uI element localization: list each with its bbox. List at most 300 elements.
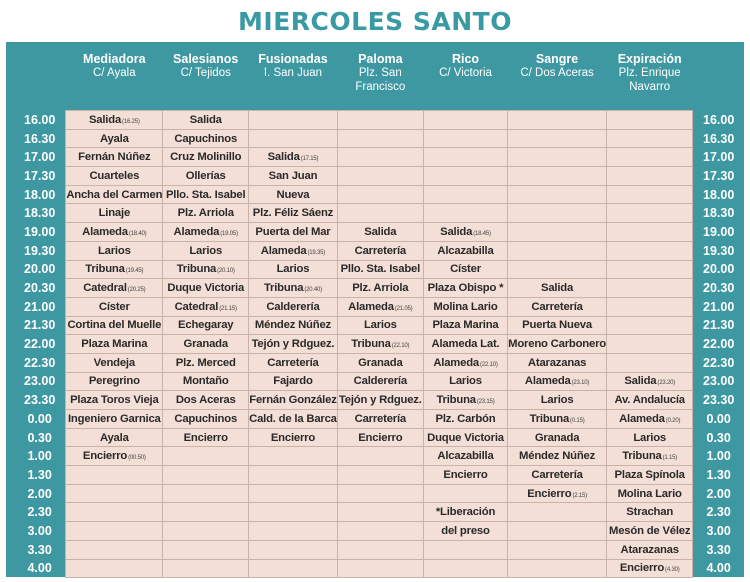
route-stop-cell xyxy=(249,167,338,186)
route-stop: Tribuna xyxy=(263,282,304,295)
route-stop-cell xyxy=(423,316,507,335)
route-stop: Molina Lario xyxy=(617,487,682,500)
route-stop-cell xyxy=(337,353,423,372)
time-label-left: 22.30 xyxy=(24,355,56,370)
time-label-left: 23.00 xyxy=(24,374,56,389)
passing-time: (18.45) xyxy=(473,230,491,237)
route-stop-cell xyxy=(163,167,249,186)
table-row xyxy=(14,279,744,298)
route-stop: Fernán Núñez xyxy=(78,151,151,164)
column-header-place: Plz. San Francisco xyxy=(355,67,406,93)
column-header-place: C/ Victoria xyxy=(439,67,492,79)
route-stop-cell xyxy=(337,260,423,279)
column-header xyxy=(508,48,607,111)
route-stop: Fajardo xyxy=(273,375,313,388)
route-stop-cell xyxy=(249,241,338,260)
passing-time: (19.45) xyxy=(125,268,144,275)
table-row xyxy=(14,260,744,279)
route-stop: Plz. Merced xyxy=(175,356,236,369)
route-stop-cell xyxy=(249,260,338,279)
column-header-place: C/ Dos Aceras xyxy=(520,67,594,79)
time-header-right xyxy=(693,48,744,111)
empty-cell xyxy=(337,484,423,503)
route-stop: Encierro xyxy=(443,468,488,481)
passing-time: (2.15) xyxy=(572,492,587,499)
route-stop-cell xyxy=(508,391,607,410)
route-stop-cell xyxy=(337,297,423,316)
route-stop: Císter xyxy=(98,300,130,313)
route-stop-cell xyxy=(508,428,607,447)
passing-time: (20.25) xyxy=(127,287,146,294)
time-label-right: 18.30 xyxy=(703,206,735,221)
time-label-right: 19.00 xyxy=(703,224,735,239)
route-stop-cell xyxy=(607,372,693,391)
route-stop: Nueva xyxy=(276,188,310,201)
route-stop: Carretería xyxy=(531,468,583,481)
empty-cell xyxy=(607,148,693,167)
route-stop: Dos Aceras xyxy=(175,394,236,407)
time-label-right: 4.00 xyxy=(706,561,731,576)
route-stop: Encierro xyxy=(358,431,403,444)
time-label-right: 23.30 xyxy=(703,393,735,408)
table-row xyxy=(14,223,744,242)
empty-cell xyxy=(607,204,693,223)
route-stop-cell xyxy=(163,279,249,298)
time-label-right: 1.30 xyxy=(706,467,731,482)
route-stop-cell xyxy=(249,297,338,316)
route-stop-cell xyxy=(423,260,507,279)
route-stop-cell xyxy=(508,353,607,372)
route-stop: Molina Lario xyxy=(433,300,498,313)
route-stop-cell xyxy=(66,279,163,298)
empty-cell xyxy=(337,559,423,578)
empty-cell xyxy=(508,559,607,578)
route-stop: Tribuna xyxy=(85,263,125,276)
route-stop: Larios xyxy=(363,319,397,332)
route-stop-cell xyxy=(607,466,693,485)
route-stop: Tribuna xyxy=(351,338,391,351)
route-stop: Larios xyxy=(633,431,667,444)
route-stop: Duque Victoria xyxy=(167,282,245,295)
empty-cell xyxy=(508,129,607,148)
schedule-body xyxy=(14,111,744,578)
route-stop: Ingeniero Garnica xyxy=(67,412,161,425)
passing-time: (0.15) xyxy=(570,417,585,424)
time-label-right: 2.00 xyxy=(706,486,731,501)
passing-time: (16.25) xyxy=(122,118,140,125)
route-stop-cell xyxy=(249,279,338,298)
route-stop: Mesón de Vélez xyxy=(609,524,691,537)
table-row xyxy=(14,522,744,541)
route-stop-cell xyxy=(163,185,249,204)
route-stop: Granada xyxy=(358,356,403,369)
table-row xyxy=(14,335,744,354)
route-stop-cell xyxy=(163,148,249,167)
route-stop-cell xyxy=(423,223,507,242)
route-stop-cell xyxy=(423,372,507,391)
passing-time: (20.40) xyxy=(304,287,322,294)
route-stop: Ollerías xyxy=(185,169,226,182)
empty-cell xyxy=(508,522,607,541)
empty-cell xyxy=(337,447,423,466)
table-row xyxy=(14,559,744,578)
time-label-left: 2.00 xyxy=(27,486,52,501)
time-label-left: 17.00 xyxy=(24,150,56,165)
route-stop: Tejón y Rdguez. xyxy=(338,394,422,407)
column-header-place: C/ Tejidos xyxy=(180,67,231,79)
route-stop-cell xyxy=(66,335,163,354)
route-stop-cell xyxy=(423,335,507,354)
time-label-right: 21.30 xyxy=(703,318,735,333)
empty-cell xyxy=(66,466,163,485)
time-label-left: 1.30 xyxy=(27,467,52,482)
time-label-right: 22.30 xyxy=(703,355,735,370)
route-stop-cell xyxy=(249,316,338,335)
time-label-left: 19.30 xyxy=(24,243,56,258)
time-header-left xyxy=(14,48,66,111)
route-stop-cell xyxy=(423,522,507,541)
empty-cell xyxy=(163,466,249,485)
route-stop: Larios xyxy=(97,244,131,257)
route-stop-cell xyxy=(607,503,693,522)
route-stop-cell xyxy=(66,353,163,372)
route-stop-cell xyxy=(163,241,249,260)
route-stop: Alameda xyxy=(173,225,220,238)
route-stop: Salida xyxy=(624,375,657,388)
route-stop: Ancha del Carmen xyxy=(66,188,163,201)
time-label-right: 3.00 xyxy=(706,523,731,538)
route-stop: Puerta del Mar xyxy=(255,225,331,238)
route-stop-cell xyxy=(607,447,693,466)
column-header xyxy=(607,48,693,111)
empty-cell xyxy=(423,129,507,148)
route-stop-cell xyxy=(607,428,693,447)
time-label-left: 23.30 xyxy=(24,393,56,408)
route-stop: Moreno Carbonero xyxy=(508,338,606,351)
route-stop-cell xyxy=(249,391,338,410)
time-label-right: 21.00 xyxy=(703,299,735,314)
route-stop: Tribuna xyxy=(176,263,217,276)
time-label-right: 22.00 xyxy=(703,337,735,352)
route-stop: Carretería xyxy=(531,300,583,313)
table-row xyxy=(14,447,744,466)
empty-cell xyxy=(337,185,423,204)
route-stop: Encierro xyxy=(183,431,228,444)
table-row xyxy=(14,204,744,223)
route-stop: Plaza Marina xyxy=(432,319,499,332)
route-stop-cell xyxy=(607,391,693,410)
time-label-right: 2.30 xyxy=(706,505,731,520)
route-stop: Capuchinos xyxy=(174,412,238,425)
route-stop: Vendeja xyxy=(93,356,135,369)
empty-cell xyxy=(607,185,693,204)
passing-time: (19.05) xyxy=(220,230,238,237)
empty-cell xyxy=(337,148,423,167)
route-stop-cell xyxy=(508,484,607,503)
route-stop: Alameda xyxy=(82,225,128,238)
empty-cell xyxy=(607,167,693,186)
empty-cell xyxy=(337,129,423,148)
route-stop-cell xyxy=(66,204,163,223)
empty-cell xyxy=(423,484,507,503)
route-stop-cell xyxy=(66,111,163,130)
time-label-left: 4.00 xyxy=(27,561,52,576)
empty-cell xyxy=(607,223,693,242)
route-stop-cell xyxy=(607,540,693,559)
empty-cell xyxy=(337,466,423,485)
table-row xyxy=(14,484,744,503)
time-label-right: 0.30 xyxy=(706,430,731,445)
route-stop-cell xyxy=(508,466,607,485)
empty-cell xyxy=(607,297,693,316)
route-stop: Plz. Arriola xyxy=(352,282,409,295)
route-stop: Cuarteles xyxy=(89,169,140,182)
route-stop: Alameda Lat. xyxy=(431,338,500,351)
route-stop: Salida xyxy=(440,225,473,238)
empty-cell xyxy=(607,316,693,335)
route-stop-cell xyxy=(423,353,507,372)
route-stop-cell xyxy=(508,335,607,354)
table-row xyxy=(14,241,744,260)
empty-cell xyxy=(66,559,163,578)
passing-time: (23.15) xyxy=(476,399,495,406)
route-stop: Alameda xyxy=(619,412,665,425)
table-row xyxy=(14,540,744,559)
route-stop: Montaño xyxy=(182,375,229,388)
table-row xyxy=(14,353,744,372)
route-stop: Echegaray xyxy=(178,319,234,332)
passing-time: (0.20) xyxy=(665,417,681,424)
time-label-right: 18.00 xyxy=(703,187,735,202)
empty-cell xyxy=(508,503,607,522)
route-stop: Salida xyxy=(364,225,397,238)
route-stop: Plaza Toros Vieja xyxy=(70,394,159,407)
route-stop: Carretería xyxy=(267,356,319,369)
route-stop-cell xyxy=(163,297,249,316)
empty-cell xyxy=(337,111,423,130)
time-label-left: 19.00 xyxy=(24,224,56,239)
time-label-left: 1.00 xyxy=(27,449,52,464)
empty-cell xyxy=(337,167,423,186)
column-header xyxy=(66,48,163,111)
route-stop-cell xyxy=(163,204,249,223)
empty-cell xyxy=(337,540,423,559)
route-stop-cell xyxy=(423,466,507,485)
empty-cell xyxy=(508,223,607,242)
route-stop-cell xyxy=(163,428,249,447)
time-label-left: 3.30 xyxy=(27,542,52,557)
column-header-name: Mediadora xyxy=(83,52,146,66)
route-stop: Salida xyxy=(267,151,300,164)
route-stop-cell xyxy=(337,428,423,447)
route-stop: Fernán González xyxy=(249,394,337,407)
empty-cell xyxy=(508,167,607,186)
empty-cell xyxy=(423,111,507,130)
route-stop-cell xyxy=(607,559,693,578)
route-stop-cell xyxy=(163,391,249,410)
table-row xyxy=(14,129,744,148)
empty-cell xyxy=(337,204,423,223)
time-label-left: 0.00 xyxy=(27,411,52,426)
route-stop: Encierro xyxy=(82,450,128,463)
time-label-left: 18.30 xyxy=(24,206,56,221)
time-label-right: 16.30 xyxy=(703,131,735,146)
route-stop: Calderería xyxy=(266,300,320,313)
route-stop-cell xyxy=(163,111,249,130)
empty-cell xyxy=(423,540,507,559)
route-stop-cell xyxy=(163,353,249,372)
route-stop-cell xyxy=(508,410,607,429)
route-stop: Tribuna xyxy=(436,394,476,407)
route-stop: Salida xyxy=(88,113,122,126)
route-stop-cell xyxy=(337,241,423,260)
time-label-left: 18.00 xyxy=(24,187,56,202)
time-label-right: 19.30 xyxy=(703,243,735,258)
empty-cell xyxy=(508,241,607,260)
route-stop: Puerta Nueva xyxy=(522,319,592,332)
route-stop-cell xyxy=(66,428,163,447)
time-label-left: 20.30 xyxy=(24,281,56,296)
route-stop: Granada xyxy=(183,338,228,351)
empty-cell xyxy=(508,540,607,559)
route-stop: Duque Victoria xyxy=(427,431,504,444)
route-stop: Encierro xyxy=(619,562,665,575)
time-label-left: 0.30 xyxy=(27,430,52,445)
column-header-name: Rico xyxy=(451,52,480,66)
table-row xyxy=(14,428,744,447)
route-stop-cell xyxy=(423,428,507,447)
route-stop-cell xyxy=(337,372,423,391)
table-row xyxy=(14,503,744,522)
empty-cell xyxy=(249,503,338,522)
passing-time: (1.15) xyxy=(662,455,678,462)
empty-cell xyxy=(66,540,163,559)
route-stop: Peregrino xyxy=(88,375,140,388)
route-stop-cell xyxy=(423,503,507,522)
route-stop: Ayala xyxy=(99,132,129,145)
route-stop-cell xyxy=(66,447,163,466)
empty-cell xyxy=(607,129,693,148)
time-label-right: 20.30 xyxy=(703,281,735,296)
time-label-left: 17.30 xyxy=(24,168,56,183)
empty-cell xyxy=(508,204,607,223)
empty-cell xyxy=(249,540,338,559)
empty-cell xyxy=(66,484,163,503)
time-label-right: 17.00 xyxy=(703,150,735,165)
route-stop-cell xyxy=(508,447,607,466)
table-row xyxy=(14,185,744,204)
route-stop-cell xyxy=(508,297,607,316)
column-header-name: Fusionadas xyxy=(258,52,328,66)
empty-cell xyxy=(607,353,693,372)
empty-cell xyxy=(508,185,607,204)
time-label-right: 23.00 xyxy=(703,374,735,389)
route-stop: Larios xyxy=(449,375,482,388)
empty-cell xyxy=(508,260,607,279)
route-stop-cell xyxy=(423,279,507,298)
route-stop-cell xyxy=(337,391,423,410)
route-stop-cell xyxy=(163,335,249,354)
route-stop: Encierro xyxy=(527,487,572,500)
empty-cell xyxy=(607,111,693,130)
empty-cell xyxy=(607,260,693,279)
route-stop: Atarazanas xyxy=(527,356,587,369)
empty-cell xyxy=(66,503,163,522)
route-stop: Capuchinos xyxy=(174,132,238,145)
time-label-left: 21.30 xyxy=(24,318,56,333)
table-row xyxy=(14,167,744,186)
empty-cell xyxy=(163,540,249,559)
route-stop-cell xyxy=(607,484,693,503)
route-stop: Cruz Molinillo xyxy=(170,151,242,164)
route-stop-cell xyxy=(337,335,423,354)
time-label-left: 16.30 xyxy=(24,131,56,146)
route-stop-cell xyxy=(423,410,507,429)
route-stop: Ayala xyxy=(99,431,129,444)
empty-cell xyxy=(163,522,249,541)
route-stop-cell xyxy=(163,316,249,335)
table-row xyxy=(14,297,744,316)
route-stop: Granada xyxy=(534,431,580,444)
route-stop: Strachan xyxy=(626,506,674,519)
column-header xyxy=(337,48,423,111)
route-stop-cell xyxy=(249,223,338,242)
route-stop-cell xyxy=(163,223,249,242)
time-label-right: 20.00 xyxy=(703,262,735,277)
empty-cell xyxy=(66,522,163,541)
passing-time: (19.35) xyxy=(307,249,326,256)
route-stop-cell xyxy=(163,260,249,279)
passing-time: (22.10) xyxy=(480,361,498,368)
route-stop-cell xyxy=(607,410,693,429)
passing-time: (4.30) xyxy=(665,567,680,574)
empty-cell xyxy=(423,185,507,204)
route-stop-cell xyxy=(163,129,249,148)
route-stop: Alameda xyxy=(260,244,307,257)
route-stop: Alameda xyxy=(433,356,480,369)
route-stop: Encierro xyxy=(270,431,316,444)
route-stop-cell xyxy=(66,297,163,316)
empty-cell xyxy=(163,484,249,503)
time-label-right: 16.00 xyxy=(703,112,735,127)
column-header-name: Salesianos xyxy=(173,52,239,66)
table-row xyxy=(14,466,744,485)
route-stop-cell xyxy=(249,353,338,372)
route-stop-cell xyxy=(249,428,338,447)
column-header xyxy=(423,48,507,111)
route-stop: Plz. Féliz Sáenz xyxy=(252,207,334,220)
route-stop: San Juan xyxy=(268,169,318,182)
route-stop-cell xyxy=(66,148,163,167)
route-stop: Salida xyxy=(541,282,574,295)
empty-cell xyxy=(423,148,507,167)
empty-cell xyxy=(163,447,249,466)
empty-cell xyxy=(163,503,249,522)
route-stop-cell xyxy=(337,279,423,298)
route-stop: Alameda xyxy=(348,300,394,313)
passing-time: (21.05) xyxy=(394,305,413,312)
route-stop: Larios xyxy=(540,394,574,407)
empty-cell xyxy=(607,279,693,298)
page-title: MIERCOLES SANTO xyxy=(238,7,512,36)
route-stop: Salida xyxy=(189,113,222,126)
route-stop-cell xyxy=(66,372,163,391)
route-stop-cell xyxy=(508,372,607,391)
route-stop-cell xyxy=(508,279,607,298)
route-stop-cell xyxy=(423,241,507,260)
route-stop: Cald. de la Barca xyxy=(249,412,337,425)
route-stop: Carretería xyxy=(354,244,406,257)
